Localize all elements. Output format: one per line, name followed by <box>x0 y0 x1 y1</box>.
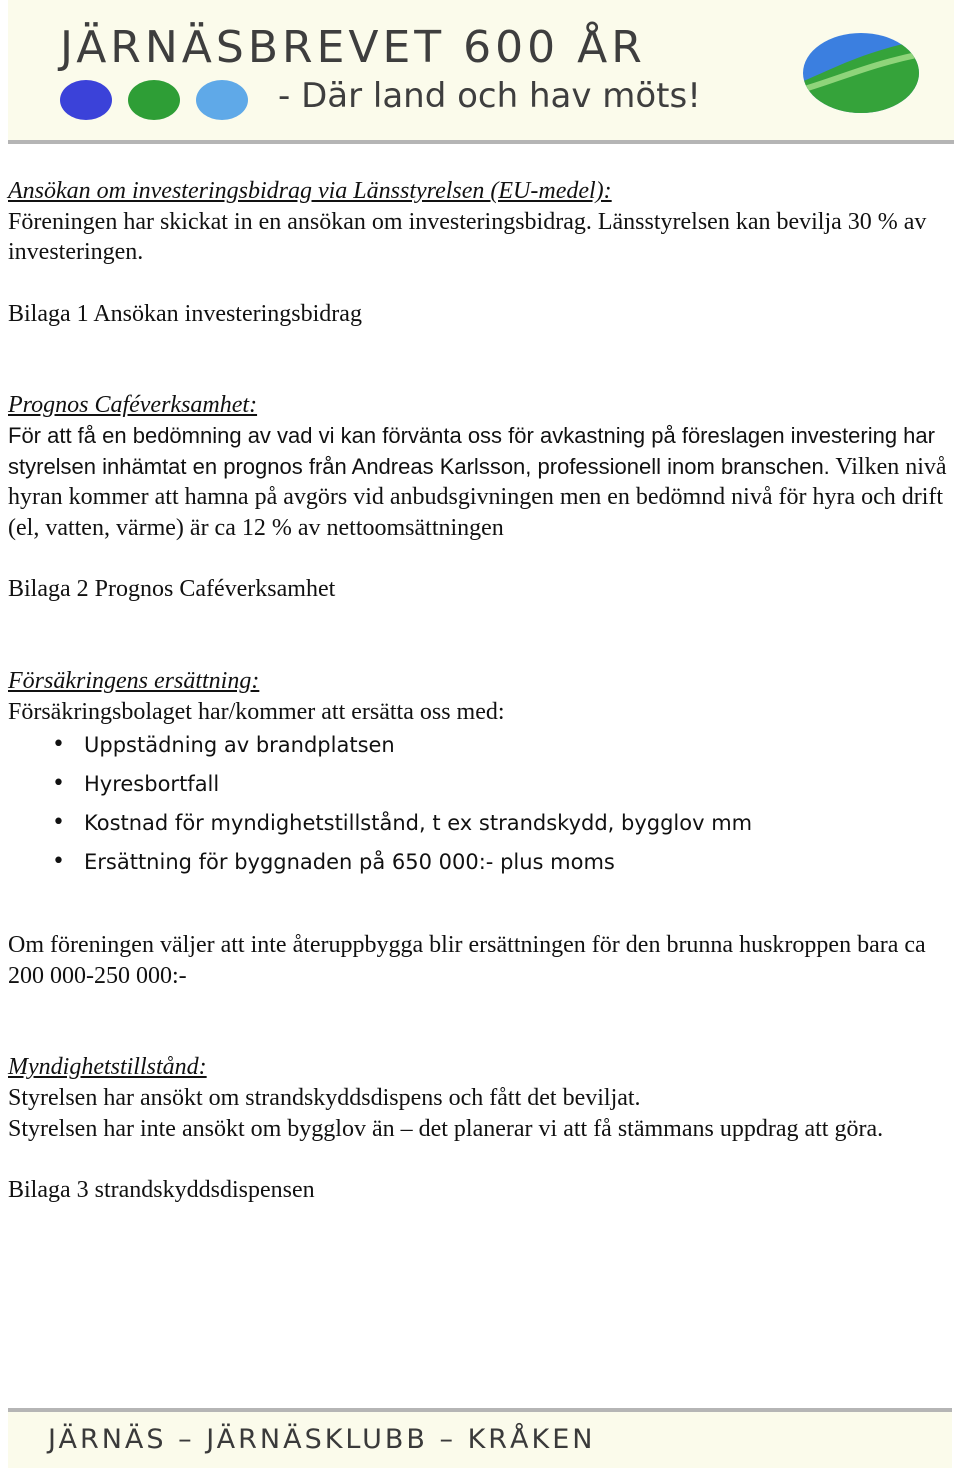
bullet-icon: • <box>52 810 65 836</box>
permits-line-2: Styrelsen har inte ansökt om bygglov än – det planerar vi att få stämmans uppdrag att göra. <box>8 1115 884 1142</box>
list-item-text: Uppstädning av brandplatsen <box>84 733 395 758</box>
bullet-icon: • <box>52 771 65 797</box>
list-item-text: Ersättning för byggnaden på 650 000:- plus moms <box>84 850 615 875</box>
permits-line-1: Styrelsen har ansökt om strandskyddsdispens och fått det beviljat. <box>8 1084 641 1111</box>
footer-banner <box>8 1412 952 1468</box>
banner-subtitle: - Där land och hav möts! <box>278 76 701 116</box>
list-item-text: Hyresbortfall <box>84 772 220 797</box>
header-divider <box>8 140 954 144</box>
investment-text: Föreningen har skickat in en ansökan om investeringsbidrag. Länsstyrelsen kan bevilja 30 % av investeringen. <box>8 208 927 266</box>
light-blue-dot-icon <box>196 80 248 120</box>
land-and-sea-globe-icon <box>801 30 921 116</box>
forecast-text <box>8 421 952 543</box>
forecast-heading: Prognos Caféverksamhet: <box>8 392 258 419</box>
forecast-text-rest: Vilken nivå hyran kommer att hamna på avgörs vid anbudsgivningen men en bedömnd nivå för hyra och drift (el, vatten, värme) är ca 12 % av nettoomsättningen <box>8 453 947 541</box>
forecast-attachment: Bilaga 2 Prognos Caféverksamhet <box>8 576 336 603</box>
footer-text: JÄRNÄS – JÄRNÄSKLUBB – KRÅKEN <box>48 1424 596 1455</box>
investment-heading: Ansökan om investeringsbidrag via Länsstyrelsen (EU-medel): <box>8 178 612 204</box>
bullet-icon: • <box>52 849 65 875</box>
list-item <box>8 727 952 766</box>
investment-attachment: Bilaga 1 Ansökan investeringsbidrag <box>8 300 362 327</box>
bullet-icon: • <box>52 732 65 758</box>
insurance-note: Om föreningen väljer att inte återuppbygga blir ersättningen för den brunna huskroppen bara ca 200 000-250 000:- <box>8 932 926 989</box>
insurance-intro: Försäkringsbolaget har/kommer att ersätta oss med: <box>8 698 505 725</box>
permits-attachment: Bilaga 3 strandskyddsdispensen <box>8 1177 315 1204</box>
permits-heading: Myndighetstillstånd: <box>8 1054 207 1081</box>
list-item <box>8 766 952 805</box>
green-dot-icon <box>128 80 180 120</box>
forecast-text-intro: För att få en bedömning av vad vi kan förvänta oss för avkastning på föreslagen investering har styrelsen inhämtat en prognos från Andreas Karlsson, professionell inom branschen. <box>8 422 935 479</box>
blue-dot-icon <box>60 80 112 120</box>
insurance-heading: Försäkringens ersättning: <box>8 667 260 694</box>
insurance-list <box>8 727 952 883</box>
list-item <box>8 844 952 883</box>
document-body <box>8 176 952 1206</box>
list-item-text: Kostnad för myndighetstillstånd, t ex strandskydd, bygglov mm <box>84 811 753 836</box>
banner-title: JÄRNÄSBREVET 600 ÅR <box>60 22 646 73</box>
header-banner <box>8 0 954 140</box>
list-item <box>8 805 952 844</box>
